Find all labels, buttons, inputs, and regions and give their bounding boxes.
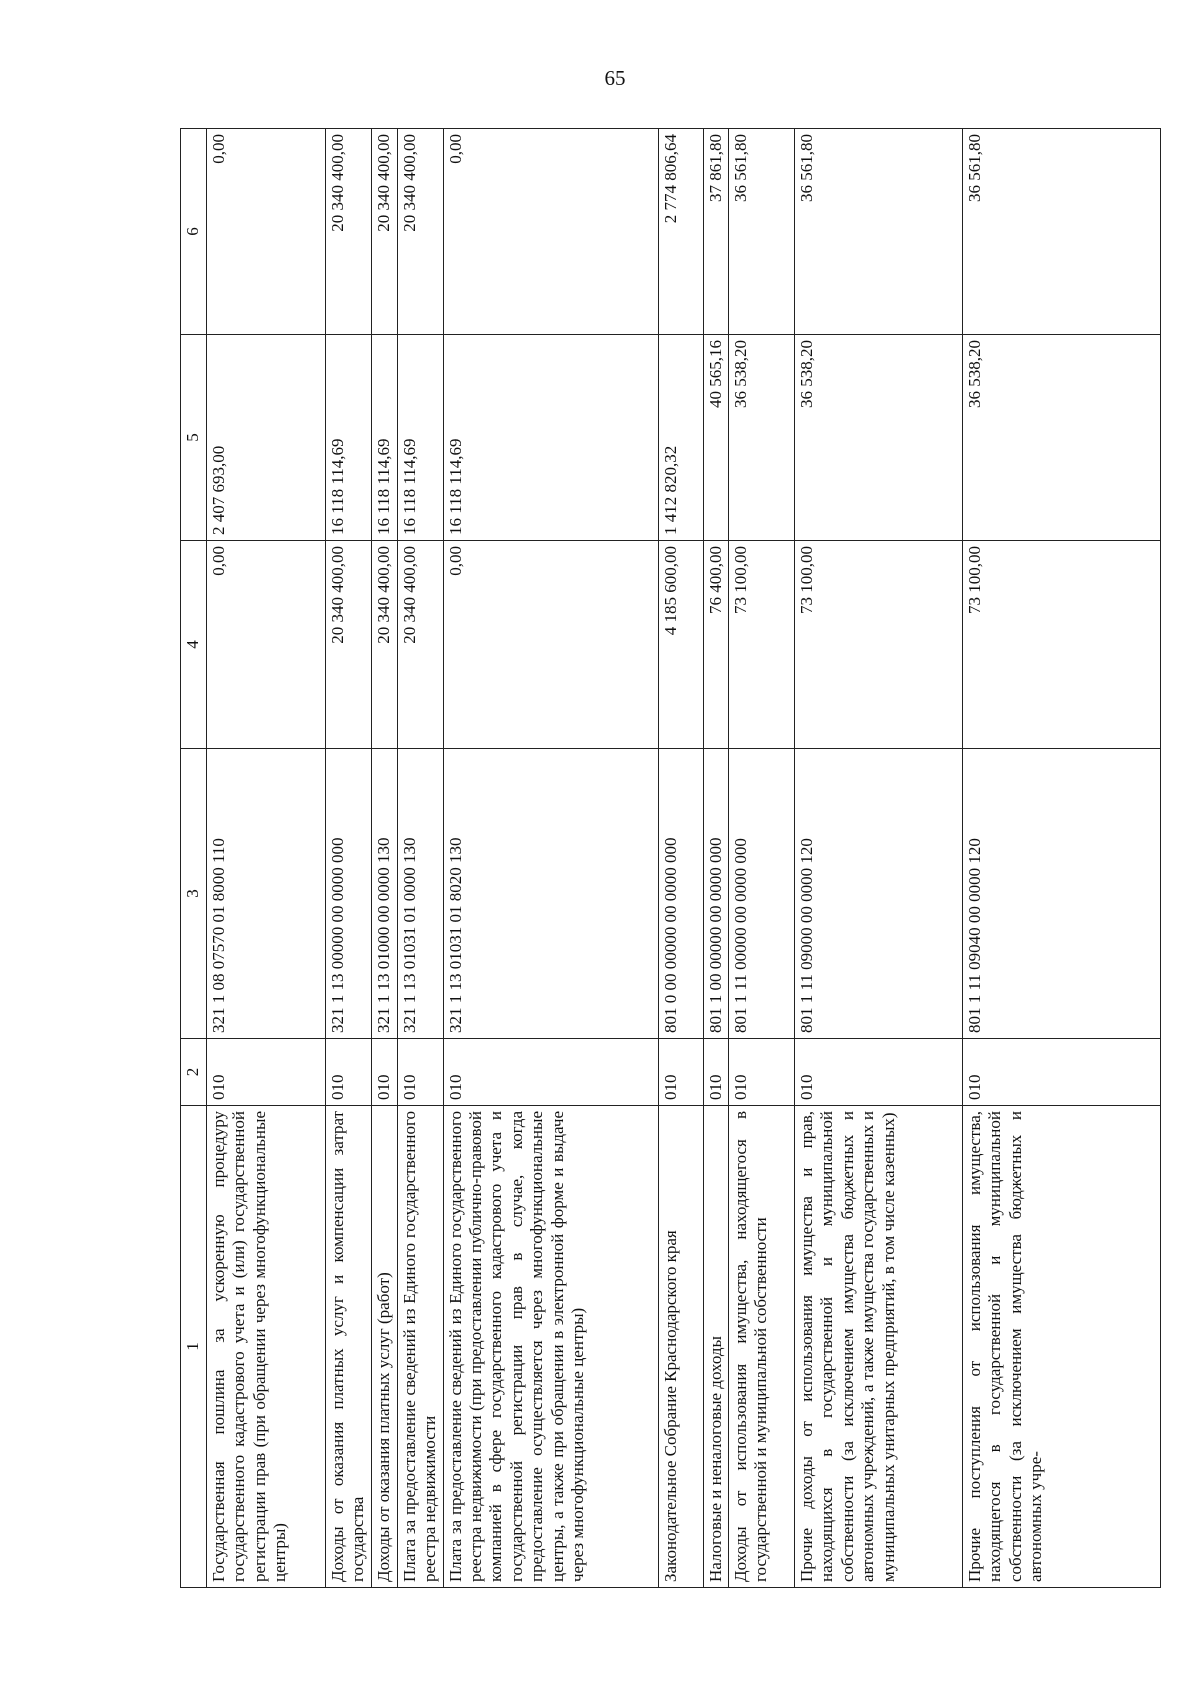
row-code: 010 bbox=[703, 1039, 728, 1106]
row-value-5: 1 412 820,32 bbox=[658, 335, 703, 541]
row-value-5: 16 118 114,69 bbox=[397, 335, 443, 541]
row-value-6: 36 561,80 bbox=[728, 129, 794, 335]
row-code: 010 bbox=[371, 1039, 397, 1106]
row-code: 010 bbox=[397, 1039, 443, 1106]
header-col-3: 3 bbox=[181, 749, 207, 1039]
row-name: Прочие поступления от использования имущества, находящегося в государственной и муниципальной собственности (за исключением имущества бюджетных и автономных учре- bbox=[962, 1106, 1160, 1588]
table-row bbox=[207, 129, 326, 1588]
row-name: Законодательное Собрание Краснодарского края bbox=[658, 1106, 703, 1588]
table-row bbox=[658, 129, 703, 1588]
page-number: 65 bbox=[604, 66, 626, 90]
row-code: 010 bbox=[207, 1039, 326, 1106]
row-value-6: 36 561,80 bbox=[962, 129, 1160, 335]
row-kbk: 321 1 13 00000 00 0000 000 bbox=[326, 749, 372, 1039]
table-row bbox=[962, 129, 1160, 1588]
table-row bbox=[703, 129, 728, 1588]
table-row bbox=[397, 129, 443, 1588]
row-code: 010 bbox=[658, 1039, 703, 1106]
table-header-row bbox=[181, 129, 207, 1588]
row-value-5: 16 118 114,69 bbox=[326, 335, 372, 541]
row-code: 010 bbox=[794, 1039, 962, 1106]
row-value-6: 20 340 400,00 bbox=[371, 129, 397, 335]
table-row bbox=[794, 129, 962, 1588]
row-value-6: 20 340 400,00 bbox=[397, 129, 443, 335]
row-kbk: 321 1 13 01000 00 0000 130 bbox=[371, 749, 397, 1039]
row-value-4: 4 185 600,00 bbox=[658, 541, 703, 749]
table-row bbox=[728, 129, 794, 1588]
row-value-6: 2 774 806,64 bbox=[658, 129, 703, 335]
row-value-4: 73 100,00 bbox=[728, 541, 794, 749]
row-name: Доходы от использования имущества, находящегося в государственной и муниципальной собственности bbox=[728, 1106, 794, 1588]
row-kbk: 321 1 13 01031 01 0000 130 bbox=[397, 749, 443, 1039]
header-col-6: 6 bbox=[181, 129, 207, 335]
row-value-5: 16 118 114,69 bbox=[443, 335, 658, 541]
row-name: Доходы от оказания платных услуг и компенсации затрат государства bbox=[326, 1106, 372, 1588]
row-value-5: 16 118 114,69 bbox=[371, 335, 397, 541]
row-value-4: 20 340 400,00 bbox=[326, 541, 372, 749]
header-col-2: 2 bbox=[181, 1039, 207, 1106]
row-code: 010 bbox=[326, 1039, 372, 1106]
row-name: Плата за предоставление сведений из Единого государственного реестра недвижимости bbox=[397, 1106, 443, 1588]
row-name: Налоговые и неналоговые доходы bbox=[703, 1106, 728, 1588]
header-col-4: 4 bbox=[181, 541, 207, 749]
revenue-table bbox=[180, 128, 1161, 1588]
row-value-4: 20 340 400,00 bbox=[371, 541, 397, 749]
row-value-5: 36 538,20 bbox=[962, 335, 1160, 541]
row-kbk: 801 1 11 00000 00 0000 000 bbox=[728, 749, 794, 1039]
rotated-table-container bbox=[180, 129, 1161, 1588]
row-name: Прочие доходы от использования имущества и прав, находящихся в государственной и муниципальной собственности (за исключением имущества бюджетных и автономных учреждений, а также имущества государственных и муниципальных унитарных предприятий, в том числе казенных) bbox=[794, 1106, 962, 1588]
table-row bbox=[371, 129, 397, 1588]
row-code: 010 bbox=[728, 1039, 794, 1106]
row-kbk: 801 1 00 00000 00 0000 000 bbox=[703, 749, 728, 1039]
row-value-4: 0,00 bbox=[207, 541, 326, 749]
row-value-4: 20 340 400,00 bbox=[397, 541, 443, 749]
row-value-6: 0,00 bbox=[443, 129, 658, 335]
row-value-4: 0,00 bbox=[443, 541, 658, 749]
row-name: Государственная пошлина за ускоренную процедуру государственного кадастрового учета и (или) государственной регистрации прав (при обращении через многофункциональные центры) bbox=[207, 1106, 326, 1588]
row-code: 010 bbox=[443, 1039, 658, 1106]
table-row bbox=[443, 129, 658, 1588]
row-value-4: 73 100,00 bbox=[794, 541, 962, 749]
row-value-4: 76 400,00 bbox=[703, 541, 728, 749]
row-code: 010 bbox=[962, 1039, 1160, 1106]
row-value-5: 40 565,16 bbox=[703, 335, 728, 541]
row-kbk: 801 1 11 09040 00 0000 120 bbox=[962, 749, 1160, 1039]
row-kbk: 801 1 11 09000 00 0000 120 bbox=[794, 749, 962, 1039]
row-name: Доходы от оказания платных услуг (работ) bbox=[371, 1106, 397, 1588]
header-col-1: 1 bbox=[181, 1106, 207, 1588]
row-kbk: 321 1 08 07570 01 8000 110 bbox=[207, 749, 326, 1039]
header-col-5: 5 bbox=[181, 335, 207, 541]
row-value-4: 73 100,00 bbox=[962, 541, 1160, 749]
table-row bbox=[326, 129, 372, 1588]
row-value-6: 20 340 400,00 bbox=[326, 129, 372, 335]
row-value-5: 36 538,20 bbox=[794, 335, 962, 541]
row-value-5: 2 407 693,00 bbox=[207, 335, 326, 541]
row-value-5: 36 538,20 bbox=[728, 335, 794, 541]
row-value-6: 0,00 bbox=[207, 129, 326, 335]
row-name: Плата за предоставление сведений из Единого государственного реестра недвижимости (при предоставлении публично-правовой компанией в сфере государственного кадастрового учета и государственной регистрации прав в случае, когда предоставление осуществляется через многофункциональные центры, а также при обращении в электронной форме и выдаче через многофункциональные центры) bbox=[443, 1106, 658, 1588]
row-kbk: 801 0 00 00000 00 0000 000 bbox=[658, 749, 703, 1039]
row-value-6: 37 861,80 bbox=[703, 129, 728, 335]
row-value-6: 36 561,80 bbox=[794, 129, 962, 335]
row-kbk: 321 1 13 01031 01 8020 130 bbox=[443, 749, 658, 1039]
